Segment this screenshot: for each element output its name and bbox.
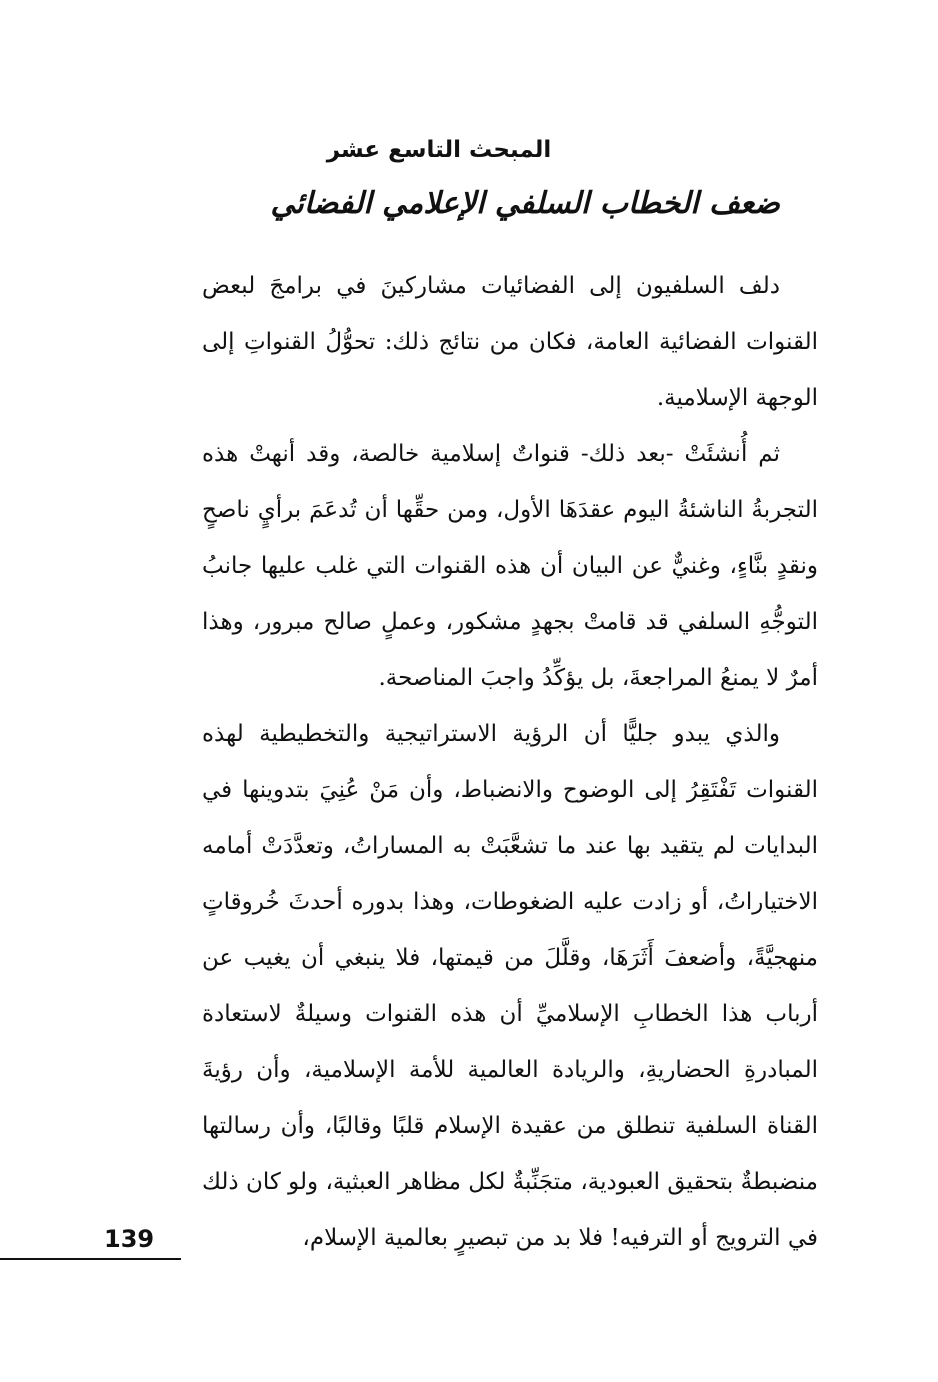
- chapter-title: ضعف الخطاب السلفي الإعلامي الفضائي: [270, 186, 780, 221]
- section-label: المبحث التاسع عشر: [326, 137, 552, 163]
- paragraph: والذي يبدو جليًّا أن الرؤية الاستراتيجية والتخطيطية لهذه القنوات تَفْتَقِرُ إلى الوضوح والانضباط، وأن مَنْ عُنِيَ بتدوينها في البدايات لم يتقيد بها عند ما تشعَّبَتْ به المساراتُ، وتعدَّدَتْ أمامه الاختياراتُ، أو زادت عليه الضغوطات، وهذا بدوره أحدثَ خُروقاتٍ منهجيَّةً، وأضعفَ أَثَرَهَا، وقلَّلَ من قيمتها، فلا ينبغي أن يغيب عن أرباب هذا الخطابِ الإسلاميِّ أن هذه القنوات وسيلةٌ لاستعادة المبادرةِ الحضاريةِ، والريادة العالمية للأمة الإسلامية، وأن رؤيةَ القناة السلفية تنطلق من عقيدة الإسلام قلبًا وقالبًا، وأن رسالتها منضبطةٌ بتحقيق العبودية، متجَنِّبةٌ لكل مظاهر العبثية، ولو كان ذلك في الترويج أو الترفيه! فلا بد من تبصيرٍ بعالمية الإسلام،: [202, 721, 818, 1251]
- footer-rule: [0, 1258, 181, 1260]
- paragraph: دلف السلفيون إلى الفضائيات مشاركينَ في برامجَ لبعض القنوات الفضائية العامة، فكان من نتائج ذلك: تحوُّلُ القنواتِ إلى الوجهة الإسلامية.: [202, 273, 818, 411]
- page-number: 139: [104, 1225, 155, 1253]
- paragraph: ثم أُنشئَتْ -بعد ذلك- قنواتٌ إسلامية خالصة، وقد أنهتْ هذه التجربةُ الناشئةُ اليوم عقدَهَا الأول، ومن حقِّها أن تُدعَمَ برأيٍ ناصحٍ ونقدٍ بنَّاءٍ، وغنيٌّ عن البيان أن هذه القنوات التي غلب عليها جانبُ التوجُّهِ السلفي قد قامتْ بجهدٍ مشكور، وعملٍ صالح مبرور، وهذا أمرٌ لا يمنعُ المراجعةَ، بل يؤكِّدُ واجبَ المناصحة.: [202, 441, 818, 691]
- body-text: [202, 258, 818, 1266]
